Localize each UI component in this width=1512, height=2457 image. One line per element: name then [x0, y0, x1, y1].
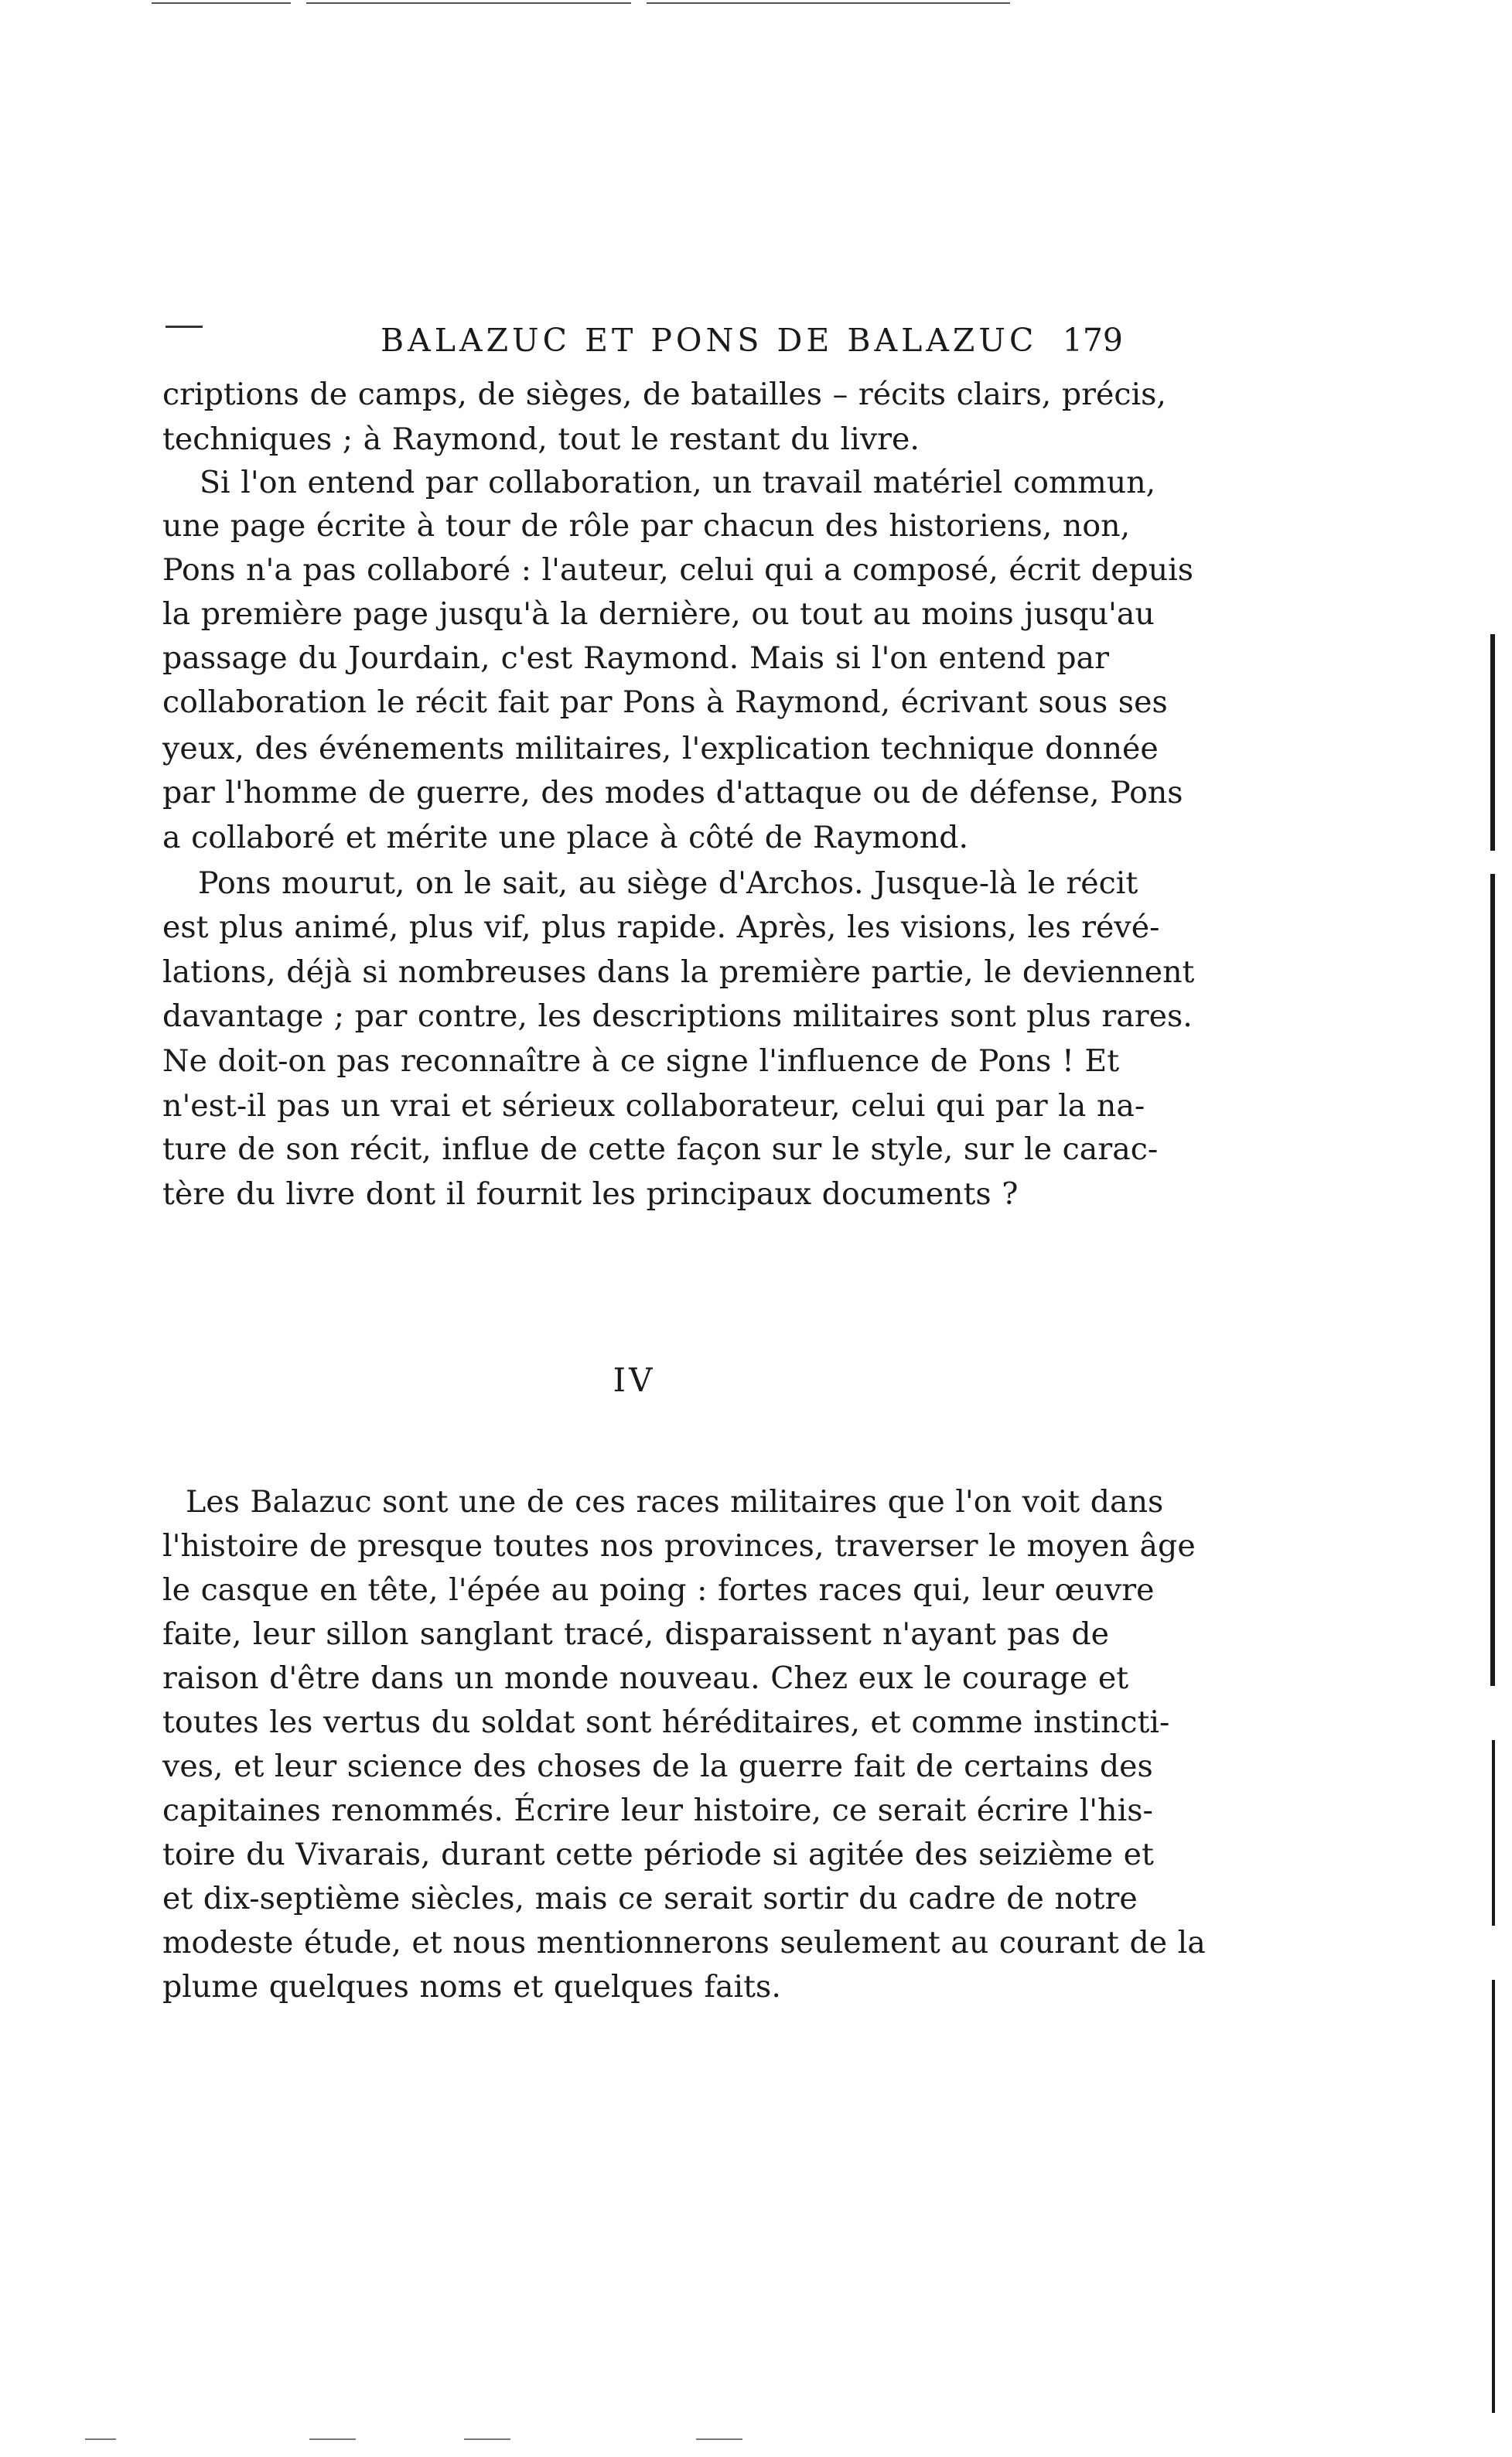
- text-line: faite, leur sillon sanglant tracé, disparaissent n'ayant pas de: [162, 1616, 1109, 1652]
- text-line: Les Balazuc sont une de ces races militaires que l'on voit dans: [186, 1484, 1164, 1520]
- text-line: yeux, des événements militaires, l'explication technique donnée: [162, 731, 1159, 766]
- scan-bottom-mark: [696, 2438, 742, 2440]
- text-line: a collaboré et mérite une place à côté de Raymond.: [162, 820, 969, 855]
- scan-bottom-mark: [309, 2438, 356, 2440]
- text-line: toutes les vertus du soldat sont héréditaires, et comme instincti-: [162, 1705, 1170, 1740]
- scan-right-edge: [1490, 874, 1495, 1686]
- text-line: par l'homme de guerre, des modes d'attaque ou de défense, Pons: [162, 775, 1183, 810]
- text-line: Pons mourut, on le sait, au siège d'Archos. Jusque-là le récit: [198, 865, 1138, 901]
- scan-top-rule: [306, 2, 631, 4]
- text-line: Ne doit-on pas reconnaître à ce signe l'influence de Pons ! Et: [162, 1043, 1120, 1079]
- text-line: l'histoire de presque toutes nos provinces, traverser le moyen âge: [162, 1528, 1196, 1564]
- text-line: collaboration le récit fait par Pons à Raymond, écrivant sous ses: [162, 684, 1168, 720]
- text-line: modeste étude, et nous mentionnerons seulement au courant de la: [162, 1925, 1206, 1960]
- section-heading: IV: [613, 1361, 656, 1399]
- text-line: est plus animé, plus vif, plus rapide. Après, les visions, les révé-: [162, 909, 1160, 945]
- running-header: [167, 322, 1123, 368]
- text-line: et dix-septième siècles, mais ce serait sortir du cadre de notre: [162, 1881, 1138, 1916]
- scan-bottom-mark: [85, 2438, 116, 2440]
- text-line: lations, déjà si nombreuses dans la première partie, le deviennent: [162, 954, 1195, 990]
- text-line: le casque en tête, l'épée au poing : fortes races qui, leur œuvre: [162, 1572, 1155, 1608]
- text-line: tère du livre dont il fournit les principaux documents ?: [162, 1176, 1019, 1212]
- text-line: Si l'on entend par collaboration, un travail matériel commun,: [200, 465, 1156, 500]
- text-line: davantage ; par contre, les descriptions militaires sont plus rares.: [162, 998, 1193, 1034]
- running-title: BALAZUC ET PONS DE BALAZUC: [381, 322, 1038, 359]
- text-line: passage du Jourdain, c'est Raymond. Mais si l'on entend par: [162, 640, 1109, 676]
- text-line: ture de son récit, influe de cette façon sur le style, sur le carac-: [162, 1131, 1159, 1167]
- text-line: plume quelques noms et quelques faits.: [162, 1969, 781, 2005]
- text-line: ves, et leur science des choses de la guerre fait de certains des: [162, 1749, 1153, 1784]
- text-line: capitaines renommés. Écrire leur histoire, ce serait écrire l'his-: [162, 1793, 1153, 1828]
- scan-bottom-mark: [464, 2438, 510, 2440]
- scan-right-edge: [1492, 1740, 1495, 1926]
- text-line: toire du Vivarais, durant cette période si agitée des seizième et: [162, 1837, 1154, 1872]
- text-line: une page écrite à tour de rôle par chacun des historiens, non,: [162, 508, 1131, 544]
- text-line: techniques ; à Raymond, tout le restant du livre.: [162, 421, 920, 457]
- text-line: Pons n'a pas collaboré : l'auteur, celui qui a composé, écrit depuis: [162, 552, 1194, 588]
- scan-right-edge: [1492, 1980, 1495, 2413]
- text-line: n'est-il pas un vrai et sérieux collaborateur, celui qui par la na-: [162, 1088, 1145, 1124]
- page-number: 179: [1062, 322, 1123, 359]
- scan-right-edge: [1490, 634, 1495, 851]
- text-line: la première page jusqu'à la dernière, ou tout au moins jusqu'au: [162, 596, 1155, 632]
- text-line: criptions de camps, de sièges, de batailles – récits clairs, précis,: [162, 377, 1166, 412]
- scan-top-rule: [647, 2, 1010, 4]
- scan-top-rule: [152, 2, 291, 4]
- text-line: raison d'être dans un monde nouveau. Chez eux le courage et: [162, 1660, 1129, 1696]
